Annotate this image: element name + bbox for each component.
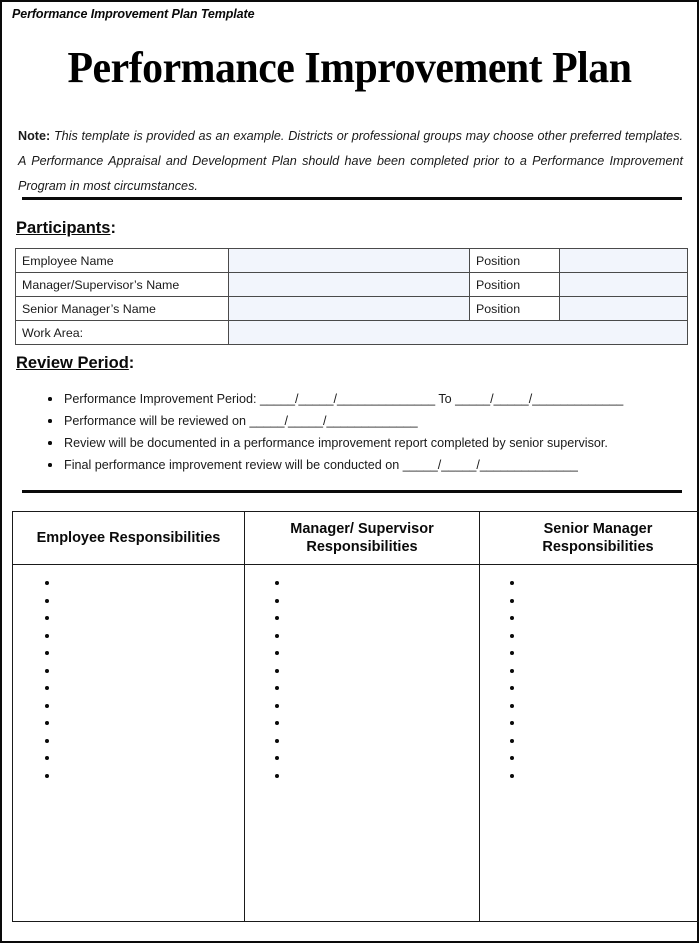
list-item[interactable] <box>245 680 479 698</box>
list-item[interactable] <box>13 663 244 681</box>
bullet-icon <box>275 721 279 725</box>
bullet-icon <box>275 739 279 743</box>
manager-responsibilities-cell[interactable] <box>245 565 480 922</box>
list-item[interactable] <box>245 733 479 751</box>
bullet-icon <box>510 616 514 620</box>
bullet-icon <box>45 616 49 620</box>
list-item[interactable] <box>13 610 244 628</box>
list-item[interactable] <box>480 680 699 698</box>
table-row <box>16 321 688 345</box>
work-area-label: Work Area: <box>16 321 229 345</box>
bullet-icon <box>510 581 514 585</box>
list-item[interactable] <box>480 645 699 663</box>
review-period-heading-colon: : <box>128 354 135 372</box>
bullet-icon <box>45 669 49 673</box>
bullet-icon <box>275 686 279 690</box>
bullet-icon <box>510 651 514 655</box>
bullet-icon <box>275 616 279 620</box>
list-item[interactable] <box>480 698 699 716</box>
employee-name-input[interactable] <box>229 249 470 273</box>
bullet-icon <box>45 721 49 725</box>
senior-manager-responsibilities-header: Senior Manager Responsibilities <box>480 512 699 565</box>
senior-manager-bullet-list <box>480 565 699 785</box>
list-item[interactable] <box>13 733 244 751</box>
list-item[interactable] <box>13 768 244 786</box>
list-item[interactable] <box>480 750 699 768</box>
bullet-icon <box>275 774 279 778</box>
note-paragraph <box>18 124 683 199</box>
manager-name-label: Manager/Supervisor’s Name <box>16 273 229 297</box>
list-item <box>16 410 687 432</box>
bullet-icon <box>510 739 514 743</box>
list-item[interactable] <box>13 628 244 646</box>
list-item[interactable] <box>13 680 244 698</box>
list-item[interactable] <box>245 593 479 611</box>
manager-responsibilities-header: Manager/ Supervisor Responsibilities <box>245 512 480 565</box>
work-area-input[interactable] <box>229 321 688 345</box>
employee-responsibilities-cell[interactable] <box>13 565 245 922</box>
table-row <box>16 297 688 321</box>
list-item[interactable] <box>480 733 699 751</box>
table-row <box>13 565 699 922</box>
document-header-label: Performance Improvement Plan Template <box>12 7 255 21</box>
list-item[interactable] <box>245 715 479 733</box>
list-item <box>16 454 687 476</box>
list-item <box>16 388 687 410</box>
list-item[interactable] <box>480 768 699 786</box>
manager-bullet-list <box>245 565 479 785</box>
responsibilities-table <box>12 511 699 922</box>
review-bullet-text: Final performance improvement review will be conducted on _____/_____/______________ <box>64 458 578 472</box>
review-period-heading-text: Review Period <box>16 354 129 372</box>
bullet-icon <box>45 686 49 690</box>
bullet-icon <box>45 599 49 603</box>
list-item[interactable] <box>480 715 699 733</box>
bullet-icon <box>510 634 514 638</box>
bullet-icon <box>510 686 514 690</box>
bullet-icon <box>48 397 52 401</box>
manager-position-label: Position <box>470 273 560 297</box>
list-item[interactable] <box>13 645 244 663</box>
bullet-icon <box>45 634 49 638</box>
bullet-icon <box>48 441 52 445</box>
bullet-icon <box>48 419 52 423</box>
list-item[interactable] <box>245 663 479 681</box>
bullet-icon <box>275 651 279 655</box>
table-row <box>16 273 688 297</box>
table-row <box>16 249 688 273</box>
list-item[interactable] <box>13 698 244 716</box>
list-item[interactable] <box>245 698 479 716</box>
participants-heading-colon: : <box>110 219 116 237</box>
review-period-heading <box>16 354 134 373</box>
page-title: Performance Improvement Plan <box>67 43 632 92</box>
bullet-icon <box>510 721 514 725</box>
employee-name-label: Employee Name <box>16 249 229 273</box>
participants-heading <box>16 219 116 238</box>
bullet-icon <box>510 599 514 603</box>
list-item[interactable] <box>245 628 479 646</box>
bullet-icon <box>275 756 279 760</box>
bullet-icon <box>510 756 514 760</box>
note-text: This template is provided as an example. Districts or professional groups may choose other preferred templates. A Performance Appraisal and Development Plan should have been completed prior to a Performance Improvement Program in most circumstances. <box>18 129 683 193</box>
list-item[interactable] <box>13 750 244 768</box>
list-item[interactable] <box>245 610 479 628</box>
bullet-icon <box>275 669 279 673</box>
bullet-icon <box>45 756 49 760</box>
manager-name-input[interactable] <box>229 273 470 297</box>
senior-manager-position-input[interactable] <box>560 297 688 321</box>
bullet-icon <box>48 463 52 467</box>
list-item[interactable] <box>480 663 699 681</box>
review-bullet-text: Performance Improvement Period: _____/_____/______________ To _____/_____/_____________ <box>64 392 624 406</box>
list-item[interactable] <box>245 645 479 663</box>
divider-rule-top <box>22 196 682 200</box>
list-item[interactable] <box>480 575 699 593</box>
bullet-icon <box>45 651 49 655</box>
employee-position-input[interactable] <box>560 249 688 273</box>
participants-heading-text: Participants <box>16 219 111 237</box>
list-item[interactable] <box>13 715 244 733</box>
senior-manager-name-label: Senior Manager’s Name <box>16 297 229 321</box>
list-item[interactable] <box>480 610 699 628</box>
list-item[interactable] <box>245 768 479 786</box>
employee-responsibilities-header: Employee Responsibilities <box>13 512 245 565</box>
list-item <box>16 432 687 454</box>
list-item[interactable] <box>13 575 244 593</box>
senior-manager-name-input[interactable] <box>229 297 470 321</box>
bullet-icon <box>275 581 279 585</box>
participants-table <box>15 248 688 345</box>
bullet-icon <box>45 581 49 585</box>
bullet-icon <box>275 704 279 708</box>
list-item[interactable] <box>480 628 699 646</box>
list-item[interactable] <box>245 575 479 593</box>
divider-rule-middle <box>22 489 682 493</box>
senior-manager-responsibilities-cell[interactable] <box>480 565 699 922</box>
table-header-row <box>13 512 699 565</box>
bullet-icon <box>510 774 514 778</box>
note-label: Note: <box>18 129 51 143</box>
list-item[interactable] <box>480 593 699 611</box>
bullet-icon <box>45 704 49 708</box>
bullet-icon <box>45 774 49 778</box>
bullet-icon <box>510 669 514 673</box>
review-bullet-text: Review will be documented in a performance improvement report completed by senior supervisor. <box>64 436 608 450</box>
review-period-list <box>16 388 687 476</box>
review-bullet-text: Performance will be reviewed on _____/_____/_____________ <box>64 414 418 428</box>
employee-position-label: Position <box>470 249 560 273</box>
bullet-icon <box>510 704 514 708</box>
bullet-icon <box>45 739 49 743</box>
list-item[interactable] <box>245 750 479 768</box>
list-item[interactable] <box>13 593 244 611</box>
bullet-icon <box>275 634 279 638</box>
senior-manager-position-label: Position <box>470 297 560 321</box>
bullet-icon <box>275 599 279 603</box>
manager-position-input[interactable] <box>560 273 688 297</box>
employee-bullet-list <box>13 565 244 785</box>
